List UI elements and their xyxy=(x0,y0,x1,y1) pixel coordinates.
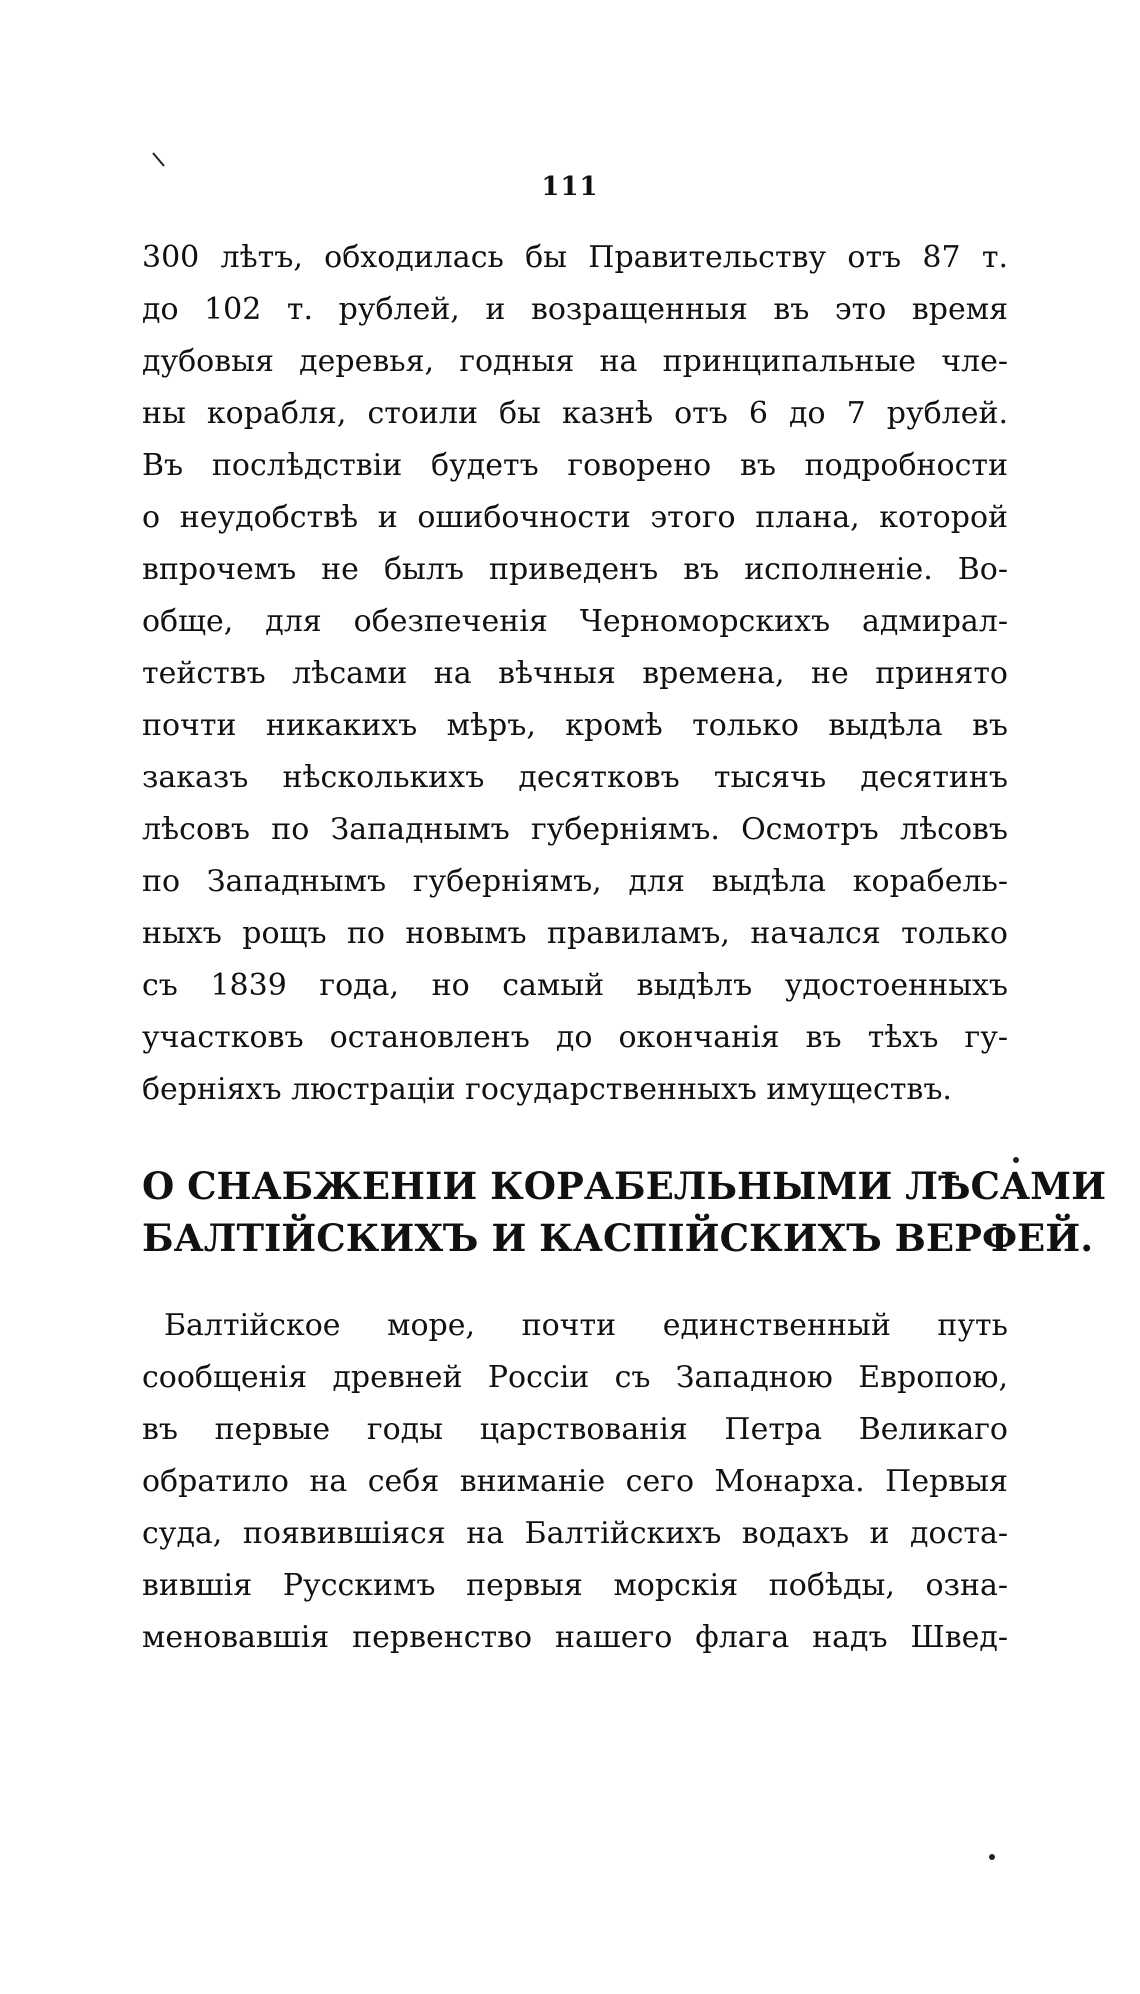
section-heading-line: О СНАБЖЕНІИ КОРАБЕЛЬНЫМИ ЛѢСАМИ xyxy=(142,1164,1107,1208)
text-line: участковъ остановленъ до окончанія въ тѣхъ гу- xyxy=(142,1020,1008,1055)
text-line: заказъ нѣсколькихъ десятковъ тысячь десятинъ xyxy=(142,760,1008,795)
text-line: вившія Русскимъ первыя морскія побѣды, озна- xyxy=(142,1568,1008,1603)
paragraph-baltic xyxy=(142,1300,1008,1664)
text-line: тействъ лѣсами на вѣчныя времена, не принято xyxy=(142,656,1008,691)
scan-speck xyxy=(1008,1152,1024,1168)
text-line: въ первые годы царствованія Петра Великаго xyxy=(142,1412,1008,1447)
text-line: меновавшія первенство нашего флага надъ Швед- xyxy=(142,1620,1008,1655)
text-line: до 102 т. рублей, и возращенныя въ это время xyxy=(142,292,1008,327)
text-line: лѣсовъ по Западнымъ губерніямъ. Осмотръ лѣсовъ xyxy=(142,812,1008,847)
text-line: почти никакихъ мѣръ, кромѣ только выдѣла въ xyxy=(142,708,1008,743)
text-line: Въ послѣдствіи будетъ говорено въ подробности xyxy=(142,448,1008,483)
text-line: Балтійское море, почти единственный путь xyxy=(164,1308,1008,1343)
text-line: дубовыя деревья, годныя на принципальные чле- xyxy=(142,344,1008,379)
text-line: ны корабля, стоили бы казнѣ отъ 6 до 7 рублей. xyxy=(142,396,1008,431)
text-line: суда, появившіяся на Балтійскихъ водахъ и доста- xyxy=(142,1516,1008,1551)
text-line: 300 лѣтъ, обходилась бы Правительству отъ 87 т. xyxy=(142,240,1008,275)
scan-speck xyxy=(150,150,170,170)
text-line: сообщенія древней Россіи съ Западною Европою, xyxy=(142,1360,1008,1395)
page-number: 111 xyxy=(541,172,599,202)
section-heading xyxy=(142,1160,1107,1264)
text-line: съ 1839 года, но самый выдѣлъ удостоенныхъ xyxy=(142,968,1008,1003)
text-line: впрочемъ не былъ приведенъ въ исполненіе. Во- xyxy=(142,552,1008,587)
text-line: о неудобствѣ и ошибочности этого плана, которой xyxy=(142,500,1008,535)
text-line: по Западнымъ губерніямъ, для выдѣла корабель- xyxy=(142,864,1008,899)
text-line: обще, для обезпеченія Черноморскихъ адмирал- xyxy=(142,604,1008,639)
paragraph-continuation xyxy=(142,232,1008,1116)
text-line: берніяхъ люстраціи государственныхъ имуществъ. xyxy=(142,1072,952,1107)
text-line: ныхъ рощъ по новымъ правиламъ, начался только xyxy=(142,916,1008,951)
scan-speck xyxy=(985,1850,999,1864)
section-heading-line: БАЛТІЙСКИХЪ И КАСПІЙСКИХЪ ВЕРФЕЙ. xyxy=(142,1216,1094,1260)
text-line: обратило на себя вниманіе сего Монарха. Первыя xyxy=(142,1464,1008,1499)
